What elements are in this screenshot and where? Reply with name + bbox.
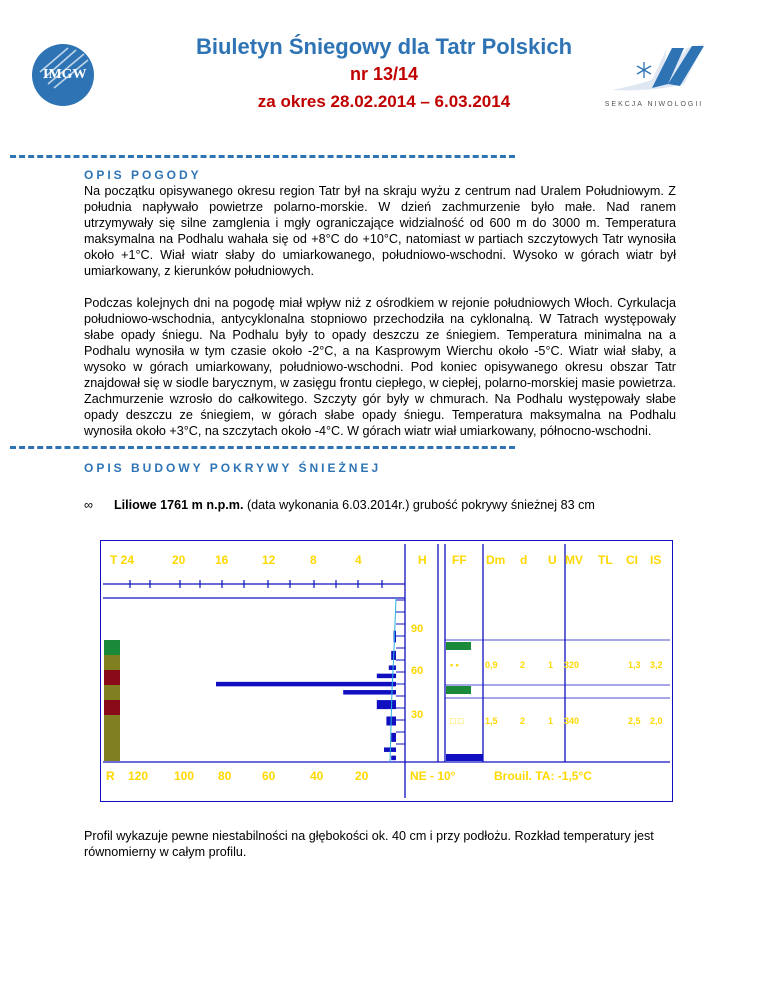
niwologia-logo (592, 40, 717, 112)
top-label: 12 (262, 553, 276, 567)
snow-profile-chart (100, 540, 673, 802)
page-title: Biuletyn Śniegowy dla Tatr Polskich (195, 34, 573, 59)
weather-paragraph-2: Podczas kolejnych dni na pogodę miał wpływ niż z ośrodkiem w rejonie południowych Włoch. Cyrkulacja południowo-wschodnia, antycyklonalna stopniowo przechodziła na cyklonalną. W Tatrach występowały słabe opady śniegu. Na Podhalu były to opady deszczu ze śniegiem. Temperatura minimalna na a Podhalu wynosiła w tym czasie około -2°C, a na Kasprowym Wierchu około -5°C. Wiatr wiał słaby, a wysoko w górach umiarkowany, południowo-wschodni. Pod koniec opisywanego okresu obszar Tatr znajdował się w siodle barycznym, w zasięgu frontu ciepłego, w ciepłej, polarno-morskiej masie powietrza. Zachmurzenie wzrosło do całkowitego. Szczyty gór były w chmurach. Na Podhalu występowały słabe opady deszczu ze śniegiem, w górach słabe opady śniegu. Temperatura maksymalna na Podhalu wynosiła około +3°C, na szczytach około -4°C. W górach wiatr wiał umiarkowany, północno-wschodni. (84, 296, 676, 438)
row-is: 3,2 (650, 660, 663, 670)
ram-bar (389, 665, 396, 670)
weather-note: Brouil. TA: -1,5°C (494, 769, 592, 783)
column-header: FF (452, 553, 467, 567)
bottom-label: 60 (262, 769, 276, 783)
row-ci: 2,5 (628, 716, 641, 726)
ff-bar (446, 686, 471, 694)
row-mv: 320 (564, 660, 580, 670)
bottom-label: 100 (174, 769, 195, 783)
row-dm: 0,9 (485, 660, 498, 670)
ram-bar (343, 690, 396, 695)
row-u: 1 (548, 660, 554, 670)
bottom-label: 20 (355, 769, 369, 783)
top-label: T 24 (110, 553, 135, 567)
divider (10, 155, 515, 158)
bottom-label: R (106, 769, 115, 783)
profile-site-line (84, 498, 595, 512)
row-dm: 1,5 (485, 716, 498, 726)
top-label: 16 (215, 553, 229, 567)
logo-text: IMGW (43, 67, 87, 82)
issue-number: nr 13/14 (349, 64, 419, 84)
divider (10, 446, 515, 449)
snow-heading: OPIS BUDOWY POKRYWY ŚNIEŻNEJ (84, 461, 382, 475)
height-label: 90 (411, 623, 424, 635)
weather-heading: OPIS POGODY (84, 168, 202, 182)
row-u: 1 (548, 716, 554, 726)
ram-bar (391, 733, 396, 742)
period: za okres 28.02.2014 – 6.03.2014 (257, 92, 511, 111)
column-header: H (418, 553, 427, 567)
row-ff: • • (450, 660, 459, 670)
wind-value: NE - 10° (410, 769, 456, 783)
ff-bar (446, 642, 471, 650)
row-d: 2 (520, 716, 526, 726)
site-name: Liliowe 1761 m n.p.m. (113, 498, 244, 512)
snowflake-icon (637, 62, 651, 78)
height-label: 30 (411, 709, 424, 721)
bullet-symbol: ∞ (84, 498, 93, 512)
weather-paragraph-1: Na początku opisywanego okresu region Tatr był na skraju wyżu z centrum nad Uralem Południowym. Z południa napływało powietrze polarno-morskie. W dzień zachmurzenie było małe. Nad ranem utrzymywały się silne zamglenia i mgły ograniczające widzialność od 600 m do 3000 m. Temperatura maksymalna na Podhalu wahała się od +8°C do +10°C, natomiast w partiach szczytowych Tatr wynosiła około +1°C. Wiał wiatr słaby do umiarkowanego, południowo-wschodni. Wysoko w górach wiatr był umiarkowany, z kierunków południowych. (84, 184, 676, 278)
column-header: U (548, 553, 557, 567)
column-header: IS (650, 553, 662, 567)
profile-details: (data wykonania 6.03.2014r.) grubość pokrywy śnieżnej 83 cm (243, 498, 595, 512)
ram-bar (391, 756, 396, 761)
row-ci: 1,3 (628, 660, 641, 670)
ram-bar (377, 700, 396, 709)
bottom-label: 40 (310, 769, 324, 783)
column-header: Dm (486, 553, 506, 567)
logo-caption: SEKCJA NIWOLOGII (604, 101, 704, 108)
row-is: 2,0 (650, 716, 663, 726)
column-header: d (520, 553, 528, 567)
ff-bar (446, 754, 483, 761)
column-header: TL (598, 553, 613, 567)
column-header: CI (626, 553, 638, 567)
bottom-label: 120 (128, 769, 149, 783)
height-label: 60 (411, 665, 424, 677)
column-header: MV (565, 553, 583, 567)
row-d: 2 (520, 660, 526, 670)
profile-conclusion: Profil wykazuje pewne niestabilności na głębokości ok. 40 cm i przy podłożu. Rozkład temperatury jest równomierny w całym profilu. (84, 829, 654, 859)
top-label: 8 (310, 553, 317, 567)
ram-bar (216, 682, 396, 687)
top-label: 20 (172, 553, 186, 567)
row-ff: □ □ (450, 716, 464, 726)
layer-strip (104, 640, 120, 761)
top-label: 4 (355, 553, 362, 567)
bottom-label: 80 (218, 769, 232, 783)
row-mv: 340 (564, 716, 580, 726)
